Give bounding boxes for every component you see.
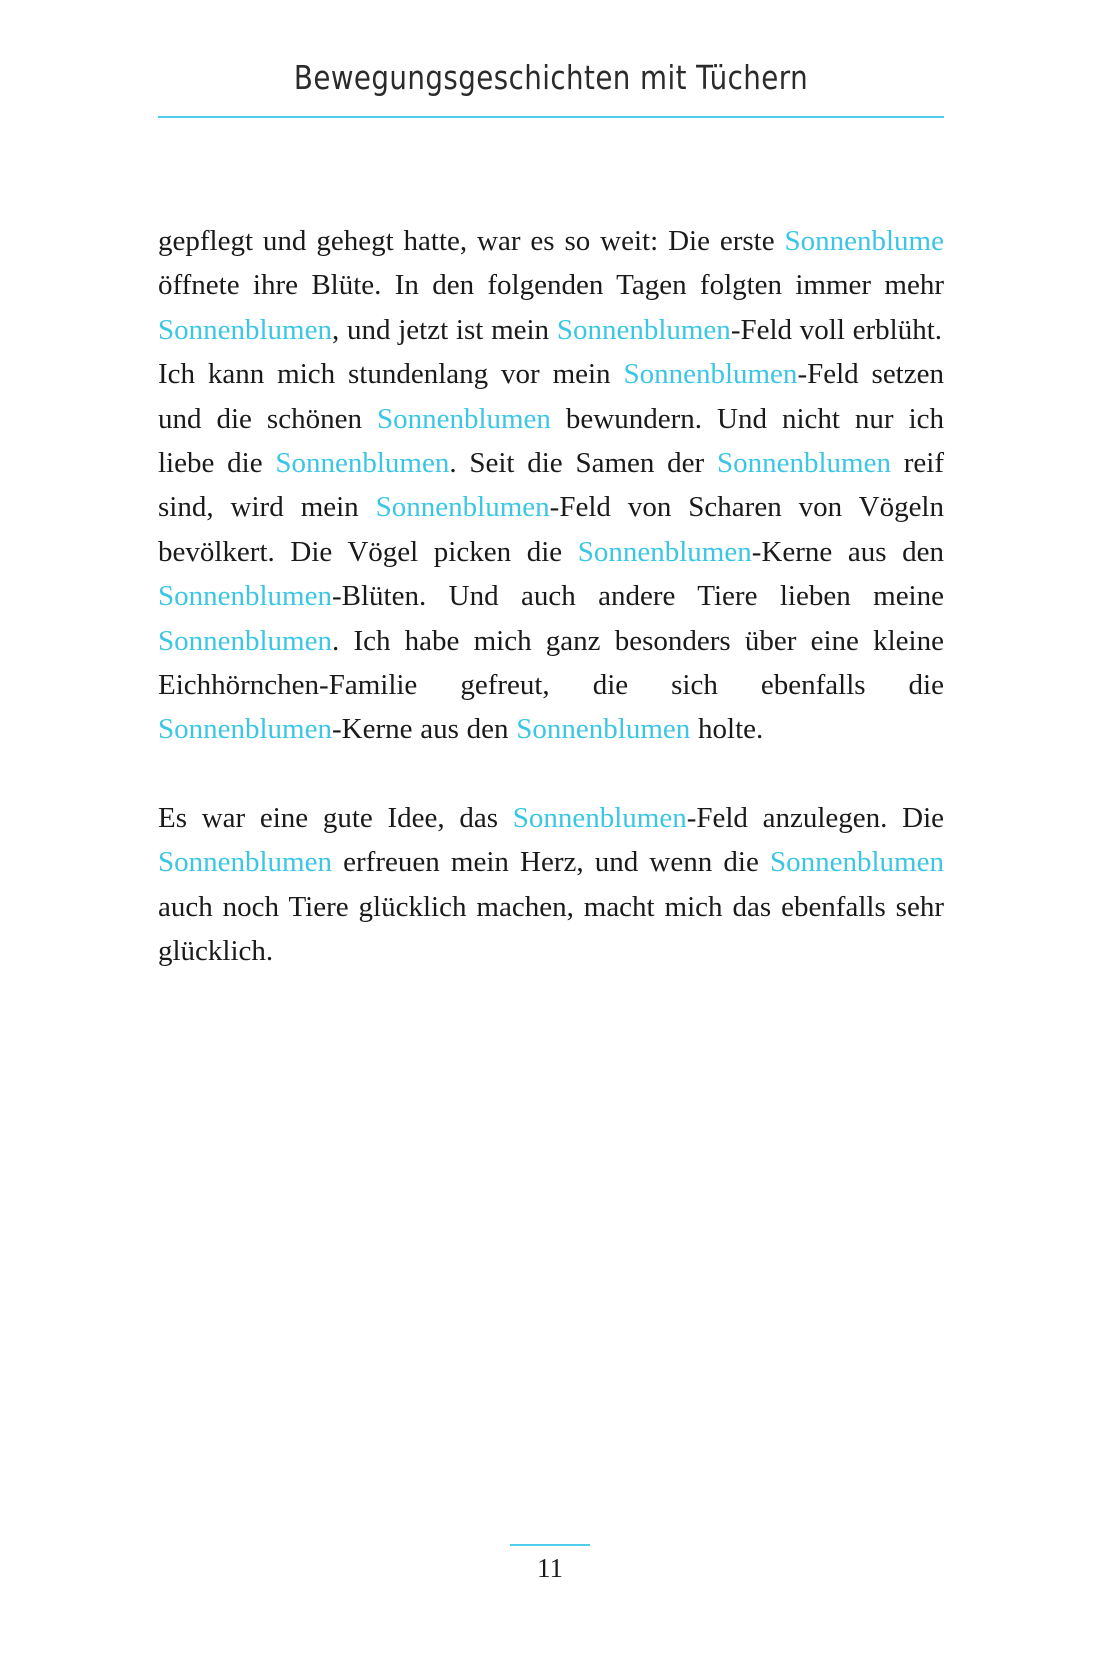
text-segment: . Ich habe mich ganz besonders über eine kleine Eichhörnchen-Familie gefreut, die sich ebenfalls die bbox=[158, 624, 944, 702]
highlighted-word: Sonnenblumen bbox=[623, 358, 798, 391]
highlighted-word: Sonnenblumen bbox=[716, 447, 891, 480]
header-rule bbox=[158, 116, 944, 118]
highlighted-word: Sonnenblumen bbox=[375, 491, 550, 524]
header-title: Bewegungsgeschichten mit Tüchern bbox=[293, 58, 809, 97]
paragraph bbox=[158, 352, 944, 752]
running-header bbox=[158, 48, 944, 108]
text-segment: . Seit die Samen der bbox=[449, 447, 717, 480]
highlighted-word: Sonnenblumen bbox=[158, 313, 332, 346]
text-segment: reif sind, wird mein bbox=[158, 447, 944, 524]
page-number: 11 bbox=[537, 1553, 563, 1583]
text-segment: öffnete ihre Blüte. In den folgenden Tagen folgten immer mehr bbox=[158, 269, 944, 302]
text-segment: -Blüten. Und auch andere Tiere lieben meine bbox=[332, 580, 944, 613]
text-segment: -Feld anzulegen. Die bbox=[686, 801, 944, 834]
highlighted-word: Sonnenblumen bbox=[376, 402, 551, 435]
text-segment: -Feld von Scharen von Vögeln bevölkert. Die Vögel picken die bbox=[158, 491, 944, 568]
highlighted-word: Sonnenblumen bbox=[512, 801, 687, 834]
highlighted-word: Sonnenblumen bbox=[158, 580, 332, 613]
text-segment: -Feld voll erblüht. bbox=[730, 313, 943, 346]
text-segment: Ich kann mich stundenlang vor mein bbox=[158, 358, 624, 391]
highlighted-word: Sonnenblumen bbox=[516, 713, 691, 746]
footer-rule bbox=[510, 1544, 590, 1546]
highlighted-word: Sonnenblumen bbox=[158, 846, 332, 879]
text-segment: , und jetzt ist mein bbox=[332, 313, 557, 346]
highlighted-word: Sonnenblume bbox=[784, 225, 944, 257]
text-segment: bewundern. Und nicht nur ich liebe die bbox=[158, 402, 944, 480]
text-segment: holte. bbox=[690, 713, 764, 746]
text-segment: Es war eine gute Idee, das bbox=[158, 801, 513, 834]
paragraph bbox=[158, 796, 944, 974]
text-segment: -Kerne aus den bbox=[332, 713, 517, 746]
body-text bbox=[158, 219, 944, 974]
text-segment: erfreuen mein Herz, und wenn die bbox=[332, 846, 770, 879]
text-segment: auch noch Tiere glücklich machen, macht mich das ebenfalls sehr glücklich. bbox=[158, 890, 944, 968]
highlighted-word: Sonnenblumen bbox=[275, 447, 450, 480]
highlighted-word: Sonnenblumen bbox=[577, 535, 752, 568]
text-segment: gepflegt und gehegt hatte, war es so weit: Die erste bbox=[158, 225, 785, 257]
text-segment: -Kerne aus den bbox=[751, 535, 944, 568]
highlighted-word: Sonnenblumen bbox=[770, 846, 944, 879]
paragraph bbox=[158, 219, 944, 352]
highlighted-word: Sonnenblumen bbox=[158, 624, 332, 657]
highlighted-word: Sonnenblumen bbox=[556, 313, 731, 346]
highlighted-word: Sonnenblumen bbox=[158, 713, 332, 746]
text-segment: -Feld setzen und die schönen bbox=[158, 358, 944, 435]
